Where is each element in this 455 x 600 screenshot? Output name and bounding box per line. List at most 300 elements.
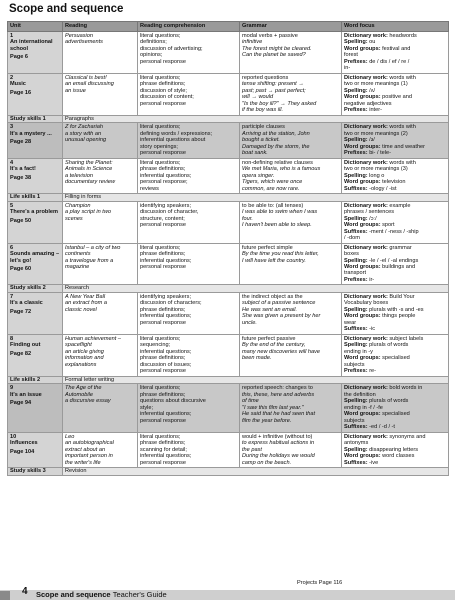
comprehension-cell-line: phrase definitions; bbox=[140, 355, 186, 362]
unit-name: It's a fact! bbox=[10, 166, 36, 173]
skills-topic: Paragraphs bbox=[63, 115, 449, 122]
comprehension-cell-line: phrase definitions; bbox=[140, 251, 186, 258]
footer-title bbox=[36, 590, 167, 599]
unit-page: Page 16 bbox=[10, 89, 32, 96]
grammar-cell-line: Arriving at the station, John bbox=[242, 130, 310, 137]
grammar-cell bbox=[240, 158, 342, 193]
comprehension-cell-line: discussion of character, bbox=[140, 209, 199, 216]
reading-cell-line: an autobiographical bbox=[65, 440, 114, 447]
unit-name: Music bbox=[10, 81, 26, 88]
comprehension-cell bbox=[138, 243, 240, 285]
word-focus-cell-line: Suffixes: -ed / -d / -t bbox=[344, 424, 395, 431]
table-row-unit-6 bbox=[8, 243, 449, 285]
reading-cell-line: a play script in two bbox=[65, 209, 112, 216]
unit-page: Page 50 bbox=[10, 217, 32, 224]
comprehension-cell bbox=[138, 292, 240, 334]
grammar-cell-line: opera singer. bbox=[242, 172, 275, 179]
word-focus-cell-line: antonyms bbox=[344, 440, 369, 447]
word-focus-cell-line: phrases / sentences bbox=[344, 209, 395, 216]
table-row-unit-5 bbox=[8, 201, 449, 243]
comprehension-cell-line: personal response bbox=[140, 459, 187, 466]
grammar-cell-line: to express habitual actions in bbox=[242, 440, 315, 447]
grammar-cell-line: the indirect object as the bbox=[242, 293, 303, 300]
skills-label: Study skills 3 bbox=[8, 468, 63, 475]
word-focus-cell-line: negative adjectives bbox=[344, 100, 392, 107]
comprehension-cell-line: personal response bbox=[140, 58, 187, 65]
grammar-cell bbox=[240, 334, 342, 376]
grammar-cell-line: of time bbox=[242, 398, 259, 405]
comprehension-cell-line: literal questions; bbox=[140, 433, 181, 440]
comprehension-cell-line: opinions; bbox=[140, 52, 163, 59]
grammar-cell-line: been made. bbox=[242, 355, 272, 362]
comprehension-cell-line: defining words / expressions; bbox=[140, 130, 213, 137]
word-focus-cell-line: ending in -y bbox=[344, 348, 373, 355]
unit-page: Page 104 bbox=[10, 448, 35, 455]
header-grammar: Grammar bbox=[240, 22, 342, 32]
unit-page: Page 28 bbox=[10, 139, 32, 146]
comprehension-cell-line: literal questions; bbox=[140, 74, 181, 81]
unit-name: An international school bbox=[10, 39, 53, 52]
grammar-cell-line: participle clauses bbox=[242, 124, 285, 131]
word-focus-cell-line: Suffixes: -ive bbox=[344, 459, 379, 466]
comprehension-cell-line: discussion of style; bbox=[140, 87, 187, 94]
comprehension-cell-line: literal questions; bbox=[140, 244, 181, 251]
word-focus-cell-line: Spelling: disappearing letters bbox=[344, 446, 418, 453]
unit-number: 9 bbox=[10, 385, 14, 392]
header-reading-comprehension: Reading comprehension bbox=[138, 22, 240, 32]
comprehension-cell-line: personal response bbox=[140, 319, 187, 326]
skills-label: Life skills 2 bbox=[8, 376, 63, 383]
word-focus-cell-line: Word groups: sport bbox=[344, 222, 395, 229]
word-focus-cell bbox=[342, 201, 449, 243]
skills-topic: Filling in forms bbox=[63, 194, 449, 201]
grammar-cell-line: Tigers, which were once bbox=[242, 179, 303, 186]
word-focus-cell-line: Word groups: positive and bbox=[344, 94, 412, 101]
reading-cell bbox=[63, 432, 138, 467]
word-focus-cell bbox=[342, 432, 449, 467]
unit-cell bbox=[8, 32, 63, 74]
comprehension-cell-line: personal response bbox=[140, 417, 187, 424]
word-focus-cell-line: Dictionary work: words with bbox=[344, 159, 416, 166]
reading-cell-line: Champion bbox=[65, 202, 91, 209]
comprehension-cell-line: definitions; bbox=[140, 39, 167, 46]
reading-cell-line: The Age of the bbox=[65, 385, 102, 392]
unit-number: 10 bbox=[10, 433, 17, 440]
comprehension-cell-line: discussion of issues; bbox=[140, 361, 192, 368]
grammar-cell-line: non-defining relative clauses bbox=[242, 159, 313, 166]
word-focus-cell-line: Spelling: -le / -el / -al endings bbox=[344, 257, 419, 264]
comprehension-cell-line: questions about discursive bbox=[140, 398, 206, 405]
unit-cell bbox=[8, 201, 63, 243]
reading-cell-line: Persuasion bbox=[65, 33, 93, 39]
reading-cell-line: Leo bbox=[65, 433, 75, 440]
reading-cell-line: an extract from a bbox=[65, 300, 107, 307]
grammar-cell-line: Damaged by the storm, the bbox=[242, 143, 310, 150]
comprehension-cell-line: phrase definitions; bbox=[140, 81, 186, 88]
word-focus-cell bbox=[342, 73, 449, 115]
grammar-cell bbox=[240, 243, 342, 285]
reading-cell-line: Sharing the Planet: bbox=[65, 159, 113, 166]
grammar-cell-line: I will have left the country. bbox=[242, 257, 306, 264]
table-row-skills bbox=[8, 285, 449, 292]
reading-cell bbox=[63, 384, 138, 432]
table-row-skills bbox=[8, 376, 449, 383]
grammar-cell bbox=[240, 73, 342, 115]
comprehension-cell bbox=[138, 158, 240, 193]
unit-cell bbox=[8, 432, 63, 467]
comprehension-cell-line: personal response bbox=[140, 222, 187, 229]
comprehension-cell-line: inferential questions; bbox=[140, 313, 192, 320]
comprehension-cell-line: personal response bbox=[140, 100, 187, 107]
page-title: Scope and sequence bbox=[9, 3, 124, 15]
grammar-cell bbox=[240, 432, 342, 467]
grammar-cell-line: the past bbox=[242, 446, 262, 453]
table-row-unit-3 bbox=[8, 123, 449, 158]
unit-page: Page 94 bbox=[10, 400, 32, 407]
grammar-cell bbox=[240, 201, 342, 243]
word-focus-cell-line: two or more meanings (2) bbox=[344, 130, 408, 137]
grammar-cell-line: subject of a passive sentence bbox=[242, 300, 316, 307]
word-focus-cell-line: Dictionary work: synonyms and bbox=[344, 433, 426, 440]
grammar-cell-line: reported questions bbox=[242, 74, 289, 81]
reading-cell-line: documentary review bbox=[65, 179, 116, 186]
word-focus-cell-line: Spelling: plurals of words bbox=[344, 342, 409, 349]
grammar-cell-line: many new discoveries will have bbox=[242, 348, 321, 355]
word-focus-cell-line: the definition bbox=[344, 391, 376, 398]
comprehension-cell-line: discussion of content; bbox=[140, 94, 194, 101]
skills-topic: Formal letter writing bbox=[63, 376, 449, 383]
grammar-cell-line: future perfect passive bbox=[242, 335, 296, 342]
table-row-unit-10 bbox=[8, 432, 449, 467]
word-focus-cell bbox=[342, 32, 449, 74]
word-focus-cell-line: Dictionary work: words with bbox=[344, 74, 416, 81]
word-focus-cell-line: Suffixes: -ology / -ist bbox=[344, 185, 397, 192]
grammar-cell-line: film the year before. bbox=[242, 417, 292, 424]
word-focus-cell-line: Word groups: festival and bbox=[344, 45, 411, 52]
table-row-skills bbox=[8, 194, 449, 201]
unit-cell bbox=[8, 384, 63, 432]
unit-cell bbox=[8, 243, 63, 285]
comprehension-cell-line: personal response bbox=[140, 263, 187, 270]
comprehension-cell-line: style; bbox=[140, 404, 154, 411]
unit-name: Finding out bbox=[10, 342, 41, 349]
grammar-cell bbox=[240, 384, 342, 432]
unit-page: Page 72 bbox=[10, 308, 32, 315]
reading-cell-line: Z for Zachariah bbox=[65, 124, 103, 131]
comprehension-cell-line: phrase definitions; bbox=[140, 306, 186, 313]
grammar-cell-line: common, are now rare. bbox=[242, 185, 300, 192]
word-focus-cell-line: Dictionary work: headwords bbox=[344, 33, 417, 39]
reading-cell-line: explanations bbox=[65, 361, 97, 368]
grammar-cell-line: During the holidays we would bbox=[242, 453, 315, 460]
word-focus-cell-line: Word groups: buildings and bbox=[344, 263, 416, 270]
word-focus-cell-line: Word groups: specialised bbox=[344, 411, 410, 418]
comprehension-cell-line: personal response; bbox=[140, 179, 188, 186]
comprehension-cell-line: inferential questions; bbox=[140, 257, 192, 264]
word-focus-cell-line: subjects bbox=[344, 361, 365, 368]
word-focus-cell-line: Prefixes: de / dis / ef / re / bbox=[344, 58, 410, 65]
grammar-cell-line: past; past → past perfect; bbox=[242, 87, 306, 94]
reading-cell bbox=[63, 123, 138, 158]
word-focus-cell-line: Spelling: plurals with -s and -es bbox=[344, 306, 424, 313]
table-row-unit-9 bbox=[8, 384, 449, 432]
grammar-cell-line: infinitive bbox=[242, 39, 263, 46]
reading-cell bbox=[63, 201, 138, 243]
comprehension-cell-line: discussion of advertising; bbox=[140, 45, 203, 52]
reading-cell-line: scenes bbox=[65, 215, 83, 222]
word-focus-cell-line: Prefixes: inter- bbox=[344, 107, 382, 114]
unit-number: 5 bbox=[10, 202, 14, 209]
grammar-cell-line: I haven't been able to sleep. bbox=[242, 222, 312, 229]
footer-title-main: Scope and sequence bbox=[36, 590, 111, 599]
grammar-cell-line: will → would bbox=[242, 94, 274, 101]
skills-topic: Research bbox=[63, 285, 449, 292]
grammar-cell-line: bought a ticket. bbox=[242, 137, 280, 144]
word-focus-cell-line: Dictionary work: Build Your bbox=[344, 293, 415, 300]
header-word-focus: Word focus bbox=[342, 22, 449, 32]
reading-cell-line: a television bbox=[65, 172, 93, 179]
header-unit: Unit bbox=[8, 22, 63, 32]
reading-cell-line: Human achievement – bbox=[65, 335, 121, 342]
grammar-cell-line: modal verbs + passive bbox=[242, 33, 298, 39]
reading-cell-line: a travelogue from a bbox=[65, 257, 114, 264]
word-focus-cell-line: Spelling: /ɜ/ bbox=[344, 137, 375, 144]
word-focus-cell bbox=[342, 123, 449, 158]
unit-cell bbox=[8, 334, 63, 376]
comprehension-cell-line: inferential questions about bbox=[140, 137, 206, 144]
grammar-cell-line: would + infinitive (without to) bbox=[242, 433, 313, 440]
grammar-cell-line: He said that he had seen that bbox=[242, 411, 316, 418]
grammar-cell-line: She was given a present by her bbox=[242, 313, 321, 320]
reading-cell-line: information and bbox=[65, 355, 104, 362]
comprehension-cell-line: identifying speakers; bbox=[140, 293, 191, 300]
word-focus-cell-line: / -dom bbox=[344, 235, 360, 242]
table-row-unit-7 bbox=[8, 292, 449, 334]
word-focus-cell-line: Spelling: /ʌ/ bbox=[344, 87, 376, 94]
grammar-cell-line: uncle. bbox=[242, 319, 257, 326]
grammar-cell bbox=[240, 123, 342, 158]
unit-name: It's a mystery ... bbox=[10, 130, 52, 137]
reading-cell bbox=[63, 158, 138, 193]
word-focus-cell-line: forest bbox=[344, 52, 358, 59]
word-focus-cell-line: Vocabulary boxes bbox=[344, 300, 389, 307]
reading-cell bbox=[63, 292, 138, 334]
reading-cell-line: important person in bbox=[65, 453, 113, 460]
comprehension-cell-line: personal response bbox=[140, 368, 187, 375]
word-focus-cell-line: wear bbox=[344, 319, 357, 326]
unit-page: Page 82 bbox=[10, 350, 32, 357]
word-focus-cell-line: Spelling: ou bbox=[344, 39, 376, 46]
grammar-cell-line: reported speech: changes to bbox=[242, 385, 313, 392]
comprehension-cell-line: scanning for detail; bbox=[140, 446, 187, 453]
unit-number: 7 bbox=[10, 293, 14, 300]
word-focus-cell-line: ending in -f / -fe bbox=[344, 404, 383, 411]
comprehension-cell-line: inferential questions; bbox=[140, 348, 192, 355]
unit-number: 3 bbox=[10, 124, 14, 131]
grammar-cell bbox=[240, 32, 342, 74]
comprehension-cell-line: literal questions; bbox=[140, 385, 181, 392]
unit-cell bbox=[8, 292, 63, 334]
unit-name: It's a classic bbox=[10, 300, 43, 307]
word-focus-cell bbox=[342, 334, 449, 376]
footer-tab bbox=[0, 591, 10, 600]
skills-topic: Revision bbox=[63, 468, 449, 475]
reading-cell-line: A New Year Ball bbox=[65, 293, 106, 300]
word-focus-cell-line: Word groups: television bbox=[344, 179, 406, 186]
comprehension-cell bbox=[138, 201, 240, 243]
grammar-cell-line: Can the planet be saved? bbox=[242, 52, 306, 59]
skills-label: Study skills 1 bbox=[8, 115, 63, 122]
comprehension-cell bbox=[138, 73, 240, 115]
comprehension-cell-line: discussion of characters; bbox=[140, 300, 202, 307]
unit-number: 2 bbox=[10, 74, 14, 81]
table-row-unit-8 bbox=[8, 334, 449, 376]
table-row-unit-1 bbox=[8, 32, 449, 74]
word-focus-cell-line: two or more meanings (1) bbox=[344, 81, 408, 88]
word-focus-cell-line: Dictionary work: grammar bbox=[344, 244, 412, 251]
word-focus-cell-line: Prefixes: ir- bbox=[344, 276, 375, 283]
reading-cell-line: continents bbox=[65, 251, 91, 258]
reading-cell-line: unusual opening bbox=[65, 137, 107, 144]
grammar-cell-line: By the end of the century, bbox=[242, 342, 306, 349]
comprehension-cell-line: literal questions; bbox=[140, 33, 181, 39]
word-focus-cell bbox=[342, 292, 449, 334]
comprehension-cell bbox=[138, 123, 240, 158]
grammar-cell-line: to be able to: (all tenses) bbox=[242, 202, 304, 209]
reading-cell-line: classic novel bbox=[65, 306, 97, 313]
unit-page: Page 6 bbox=[10, 54, 29, 61]
scope-sequence-table bbox=[7, 21, 449, 476]
unit-page: Page 38 bbox=[10, 174, 32, 181]
unit-number: 4 bbox=[10, 159, 14, 166]
word-focus-cell-line: Dictionary work: words with bbox=[344, 124, 416, 131]
footer-subtitle: Teacher's Guide bbox=[112, 590, 167, 599]
comprehension-cell-line: phrase definitions; bbox=[140, 440, 186, 447]
word-focus-cell bbox=[342, 243, 449, 285]
table-row-skills bbox=[8, 115, 449, 122]
grammar-cell-line: I was able to swim when I was bbox=[242, 209, 318, 216]
table-row-unit-4 bbox=[8, 158, 449, 193]
word-focus-cell-line: subjects bbox=[344, 417, 365, 424]
comprehension-cell-line: reviews bbox=[140, 185, 159, 192]
grammar-cell-line: He was sent an email. bbox=[242, 306, 298, 313]
comprehension-cell-line: phrase definitions; bbox=[140, 391, 186, 398]
reading-cell bbox=[63, 334, 138, 376]
comprehension-cell-line: inferential questions; bbox=[140, 172, 192, 179]
reading-cell-line: an article giving bbox=[65, 348, 104, 355]
table-row-skills bbox=[8, 468, 449, 475]
comprehension-cell-line: literal questions; bbox=[140, 124, 181, 131]
reading-cell bbox=[63, 243, 138, 285]
word-focus-cell bbox=[342, 384, 449, 432]
grammar-cell-line: tense shifting: present → bbox=[242, 81, 304, 88]
reading-cell-line: spaceflight bbox=[65, 342, 92, 349]
unit-number: 8 bbox=[10, 335, 14, 342]
reading-cell-line: an issue bbox=[65, 87, 86, 94]
skills-label: Life skills 1 bbox=[8, 194, 63, 201]
comprehension-cell bbox=[138, 432, 240, 467]
reading-cell-line: a story with an bbox=[65, 130, 102, 137]
word-focus-cell-line: Suffixes: -ic bbox=[344, 326, 376, 333]
grammar-cell-line: By the time you read this letter, bbox=[242, 251, 319, 258]
unit-name: It's an issue bbox=[10, 391, 42, 398]
unit-cell bbox=[8, 123, 63, 158]
reading-cell-line: Animals in Science bbox=[65, 166, 113, 173]
word-focus-cell-line: Word groups: word classes bbox=[344, 453, 415, 460]
grammar-cell-line: "I saw this film last year." bbox=[242, 404, 304, 411]
word-focus-cell-line: boxes bbox=[344, 251, 359, 258]
comprehension-cell-line: phrase definitions; bbox=[140, 166, 186, 173]
comprehension-cell-line: story openings; bbox=[140, 143, 178, 150]
reading-cell-line: extract about an bbox=[65, 446, 106, 453]
unit-number: 6 bbox=[10, 244, 14, 251]
reading-cell bbox=[63, 73, 138, 115]
unit-name: Influences bbox=[10, 440, 38, 447]
reading-cell-line: an email discussing bbox=[65, 81, 114, 88]
word-focus-cell-line: Spelling: plurals of words bbox=[344, 398, 409, 405]
word-focus-cell-line: Dictionary work: bold words in bbox=[344, 385, 423, 392]
reading-cell-line: advertisements bbox=[65, 39, 103, 46]
unit-name: There's a problem bbox=[10, 209, 58, 216]
comprehension-cell-line: identifying speakers; bbox=[140, 202, 191, 209]
grammar-cell-line: if the boy was ill. bbox=[242, 107, 284, 114]
comprehension-cell-line: structure, content; bbox=[140, 215, 185, 222]
reading-cell-line: Istanbul – a city of two bbox=[65, 244, 121, 251]
comprehension-cell-line: sequencing; bbox=[140, 342, 171, 349]
word-focus-cell bbox=[342, 158, 449, 193]
reading-cell-line: Classical is best! bbox=[65, 74, 107, 81]
word-focus-cell-line: Word groups: specialised bbox=[344, 355, 410, 362]
grammar-cell-line: We met Maria, who is a famous bbox=[242, 166, 321, 173]
table-header-row bbox=[8, 22, 449, 32]
word-focus-cell-line: Suffixes: -ment / -ness / -ship bbox=[344, 228, 419, 235]
grammar-cell-line: The forest might be cleared. bbox=[242, 45, 312, 52]
comprehension-cell-line: personal response bbox=[140, 150, 187, 157]
unit-page: Page 60 bbox=[10, 265, 32, 272]
grammar-cell bbox=[240, 292, 342, 334]
reading-cell-line: magazine bbox=[65, 263, 90, 270]
word-focus-cell-line: Word groups: things people bbox=[344, 313, 416, 320]
word-focus-cell-line: Dictionary work: subject labels bbox=[344, 335, 424, 342]
reading-cell-line: a discursive essay bbox=[65, 398, 111, 405]
grammar-cell-line: boat sank. bbox=[242, 150, 268, 157]
reading-cell-line: the writer's life bbox=[65, 459, 101, 466]
unit-cell bbox=[8, 73, 63, 115]
comprehension-cell bbox=[138, 334, 240, 376]
word-focus-cell-line: Spelling: /ɔː/ bbox=[344, 215, 377, 222]
grammar-cell-line: this, these, here and adverbs bbox=[242, 391, 315, 398]
comprehension-cell bbox=[138, 32, 240, 74]
reading-cell bbox=[63, 32, 138, 74]
word-focus-cell-line: Prefixes: bi- / tele- bbox=[344, 150, 391, 157]
grammar-cell-line: future perfect simple bbox=[242, 244, 293, 251]
comprehension-cell-line: literal questions; bbox=[140, 335, 181, 342]
comprehension-cell bbox=[138, 384, 240, 432]
unit-name: Sounds amazing – let's go! bbox=[10, 251, 60, 264]
page-number: 4 bbox=[22, 586, 28, 597]
word-focus-cell-line: Dictionary work: example bbox=[344, 202, 411, 209]
word-focus-cell-line: Prefixes: re- bbox=[344, 368, 377, 375]
word-focus-cell-line: two or more meanings (3) bbox=[344, 166, 408, 173]
header-reading: Reading bbox=[63, 22, 138, 32]
projects-reference: Projects Page 116 bbox=[297, 580, 343, 586]
word-focus-cell-line: transport bbox=[344, 270, 367, 277]
comprehension-cell-line: inferential questions; bbox=[140, 453, 192, 460]
grammar-cell-line: four. bbox=[242, 215, 253, 222]
comprehension-cell-line: inferential questions; bbox=[140, 411, 192, 418]
table-row-unit-2 bbox=[8, 73, 449, 115]
comprehension-cell-line: literal questions; bbox=[140, 159, 181, 166]
